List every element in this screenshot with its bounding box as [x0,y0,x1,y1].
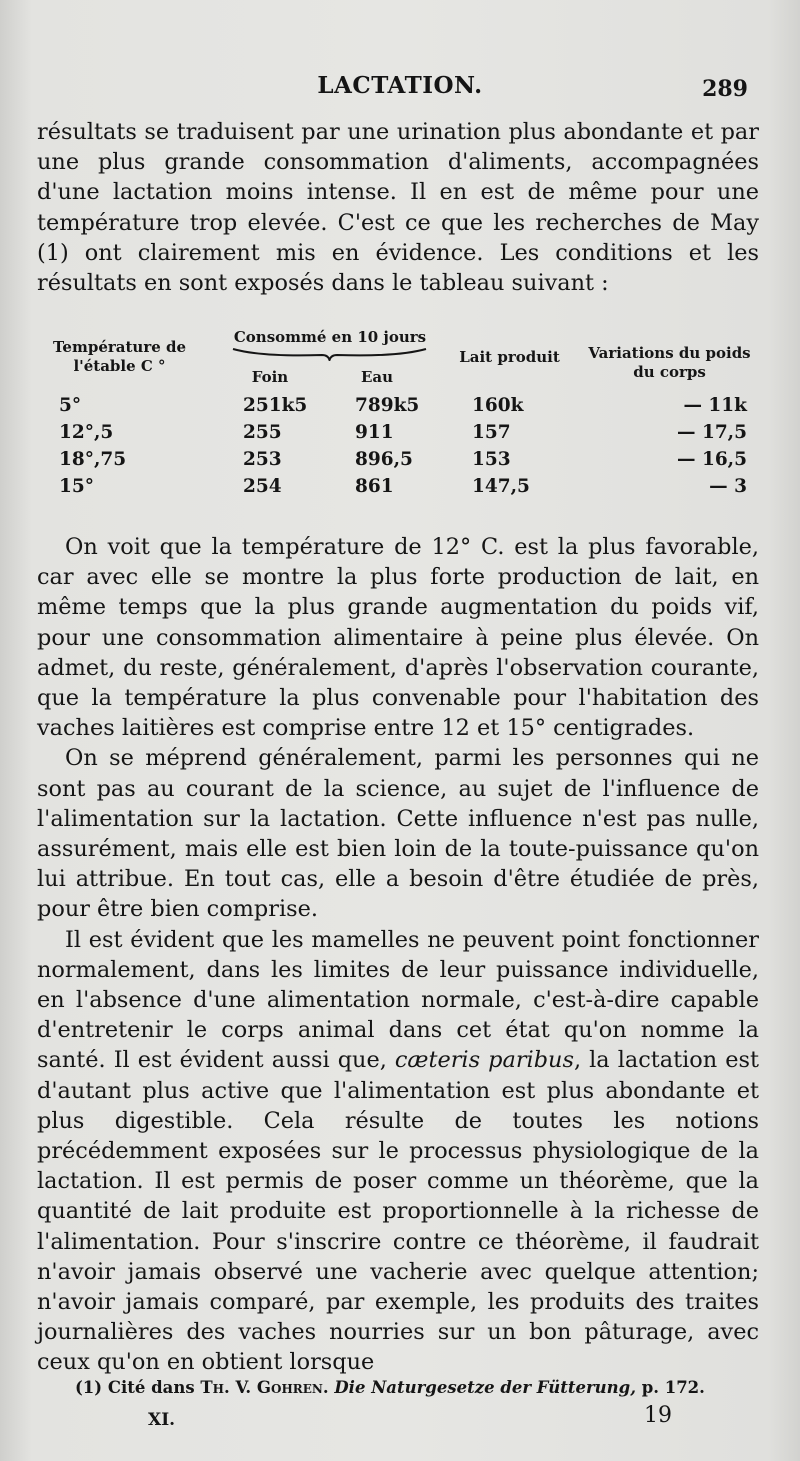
cell-temperature: 12°,5 [59,422,114,443]
cell-lait: 153 [472,449,511,470]
cell-variation: — 16,5 [677,449,747,470]
cell-lait: 160k [472,395,524,416]
cell-temperature: 15° [59,476,94,497]
paragraph: On voit que la température de 12° C. est la plus favorable, car avec elle se montre la plus forte production de lait, en même temps que la plus grande augmentation du poids vif, pour une consommation alimentaire à peine plus élevée. On admet, du reste, généralement, d'après l'observation courante, que la température la plus convenable pour l'habitation des vaches laitières est comprise entre 12 et 15° centigrades. [37,534,759,742]
sheet-number: 19 [644,1403,672,1428]
header-temperature: Température de l'étable C ° [52,338,187,375]
header-foin: Foin [251,368,289,386]
footnote-author: Th. V. Gohren. [200,1378,329,1397]
cell-variation: — 11k [683,395,747,416]
footnote-page: p. 172. [641,1378,705,1397]
intro-text: résultats se traduisent par une urination plus abondante et par une plus grande consommation d'aliments, accompagnées d'une lactation moins intense. Il en est de même pour une température trop elevée. C'est ce que les recherches de May (1) ont clairement mis en évidence. Les conditions et les résultats en sont exposés dans le tableau suivant : [37,119,759,297]
paragraph: On se méprend généralement, parmi les personnes qui ne sont pas au courant de la science, au sujet de l'influence de l'alimentation sur la lactation. Cette influence n'est pas nulle, assurément, mais elle est bien loin de la toute-puissance qu'on lui attribue. En tout cas, elle a besoin d'être étudiée de près, pour être bien comprise. [37,745,759,923]
header-lait: Lait produit [459,348,560,366]
paragraph-text: Il est évident que les mamelles ne peuvent point fonctionner normalement, dans les limites de leur puissance individuelle, en l'absence d'une alimentation normale, c'est-à-dire capable d'entretenir le corps animal dans cet état qu'on nomme la santé. Il est évident aussi que, [37,926,759,1074]
table-row [37,449,759,477]
cell-temperature: 18°,75 [59,449,127,470]
cell-variation: — 3 [709,476,747,497]
header-eau: Eau [360,368,394,386]
brace-icon [232,347,427,361]
cell-eau: 896,5 [355,449,413,470]
cell-eau: 789k5 [355,395,420,416]
paragraph [37,925,759,1378]
cell-foin: 251k5 [243,395,308,416]
footnote-prefix: Cité dans [107,1378,195,1397]
page-number: 289 [702,76,748,102]
cell-lait: 157 [472,422,511,443]
cell-variation: — 17,5 [677,422,747,443]
table-row [37,476,759,504]
cell-lait: 147,5 [472,476,530,497]
cell-eau: 911 [355,422,394,443]
intro-paragraph [37,117,759,298]
footnote [75,1378,705,1397]
cell-foin: 254 [243,476,282,497]
footnote-title: Die Naturgesetze der Fütterung, [334,1378,636,1397]
header-consumed: Consommé en 10 jours [233,328,427,346]
data-table [37,328,759,508]
paragraph-text: , la lactation est d'autant plus active que l'alimentation est plus abondante et plus digestible. Cela résulte de toutes les notions précédemment exposées sur le processus physiologique de la lactation. Il est permis de poser comme un théorème, que la quantité de lait produite est proportionnelle à la richesse de l'alimentation. Pour s'inscrire contre ce théorème, il faudrait n'avoir jamais observé une vacherie avec quelque attention; n'avoir jamais comparé, par exemple, les produits des traites journalières des vaches nourries sur un bon pâturage, avec ceux qu'on en obtient lorsque [37,1047,759,1376]
cell-temperature: 5° [59,395,82,416]
cell-foin: 255 [243,422,282,443]
running-title: LACTATION. [317,72,483,99]
table-row [37,395,759,423]
footnote-marker: (1) [75,1378,103,1397]
signature-mark: XI. [148,1410,176,1430]
page-header [0,72,800,104]
table-row [37,422,759,450]
cell-foin: 253 [243,449,282,470]
cell-eau: 861 [355,476,394,497]
italic-phrase: cæteris paribus [394,1047,574,1074]
body-text [37,532,759,1378]
header-variations: Variations du poids du corps [588,344,751,381]
